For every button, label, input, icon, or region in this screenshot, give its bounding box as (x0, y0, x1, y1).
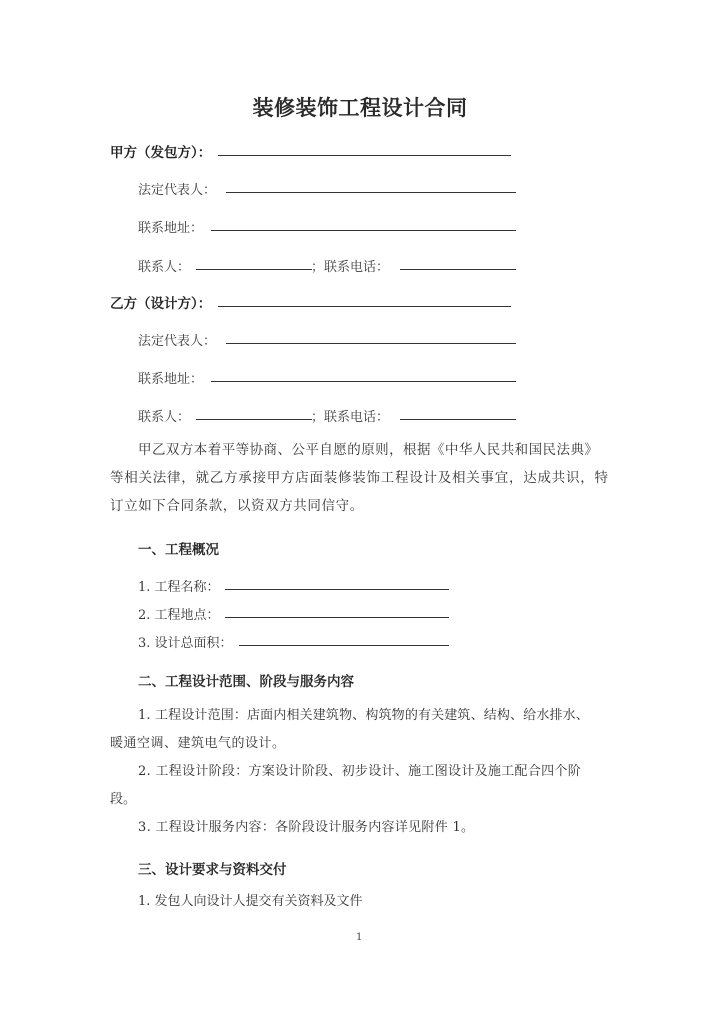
party-b-contact-label: 联系人： (138, 410, 191, 425)
design-area-blank[interactable] (239, 645, 449, 646)
party-a-contact-label: 联系人： (138, 260, 191, 275)
party-a-phone-blank[interactable] (400, 269, 516, 270)
party-a-phone-label: ；联系电话： (311, 260, 390, 275)
section-1-heading: 一、工程概况 (138, 542, 219, 558)
party-a-address-label: 联系地址： (138, 221, 204, 236)
section-3-heading: 三、设计要求与资料交付 (138, 862, 287, 878)
party-b-legal-rep-blank[interactable] (226, 343, 516, 344)
design-scope-line-2: 暖通空调、建筑电气的设计。 (110, 736, 286, 751)
page-number: 1 (356, 932, 363, 943)
preamble-line-2: 等相关法律，就乙方承接甲方店面装修装饰工程设计及相关事宜，达成共识，特 (110, 470, 609, 486)
party-a-legal-rep-label: 法定代表人： (138, 183, 217, 198)
section-2-heading: 二、工程设计范围、阶段与服务内容 (138, 674, 354, 690)
party-b-address-blank[interactable] (211, 381, 516, 382)
project-name-label: 1. 工程名称： (138, 580, 220, 595)
preamble-line-3: 订立如下合同条款，以资双方共同信守。 (110, 498, 364, 514)
document-title: 装修装饰工程设计合同 (252, 96, 468, 120)
project-location-blank[interactable] (225, 617, 449, 618)
party-a-label: 甲方（发包方）： (110, 145, 212, 161)
party-a-contact-blank[interactable] (196, 269, 312, 270)
party-b-name-blank[interactable] (218, 306, 511, 307)
party-b-address-label: 联系地址： (138, 372, 204, 387)
party-a-name-blank[interactable] (218, 155, 511, 156)
materials-item-1: 1. 发包人向设计人提交有关资料及文件 (138, 894, 363, 909)
design-service-content: 3. 工程设计服务内容：各阶段设计服务内容详见附件 1。 (138, 820, 475, 835)
party-a-legal-rep-blank[interactable] (226, 192, 516, 193)
party-b-legal-rep-label: 法定代表人： (138, 334, 217, 349)
party-b-phone-blank[interactable] (400, 419, 516, 420)
design-stage-line-2: 段。 (110, 792, 137, 807)
design-stage-line-1: 2. 工程设计阶段：方案设计阶段、初步设计、施工图设计及施工配合四个阶 (138, 764, 582, 779)
design-scope-line-1: 1. 工程设计范围：店面内相关建筑物、构筑物的有关建筑、结构、给水排水、 (138, 708, 589, 723)
party-b-label: 乙方（设计方）： (110, 296, 212, 312)
party-a-address-blank[interactable] (211, 230, 516, 231)
project-location-label: 2. 工程地点： (138, 608, 220, 623)
party-b-contact-blank[interactable] (196, 419, 312, 420)
preamble-line-1: 甲乙双方本着平等协商、公平自愿的原则，根据《中华人民共和国民法典》 (138, 442, 599, 458)
design-area-label: 3. 设计总面积： (138, 636, 233, 651)
party-b-phone-label: ；联系电话： (311, 410, 390, 425)
project-name-blank[interactable] (225, 589, 449, 590)
